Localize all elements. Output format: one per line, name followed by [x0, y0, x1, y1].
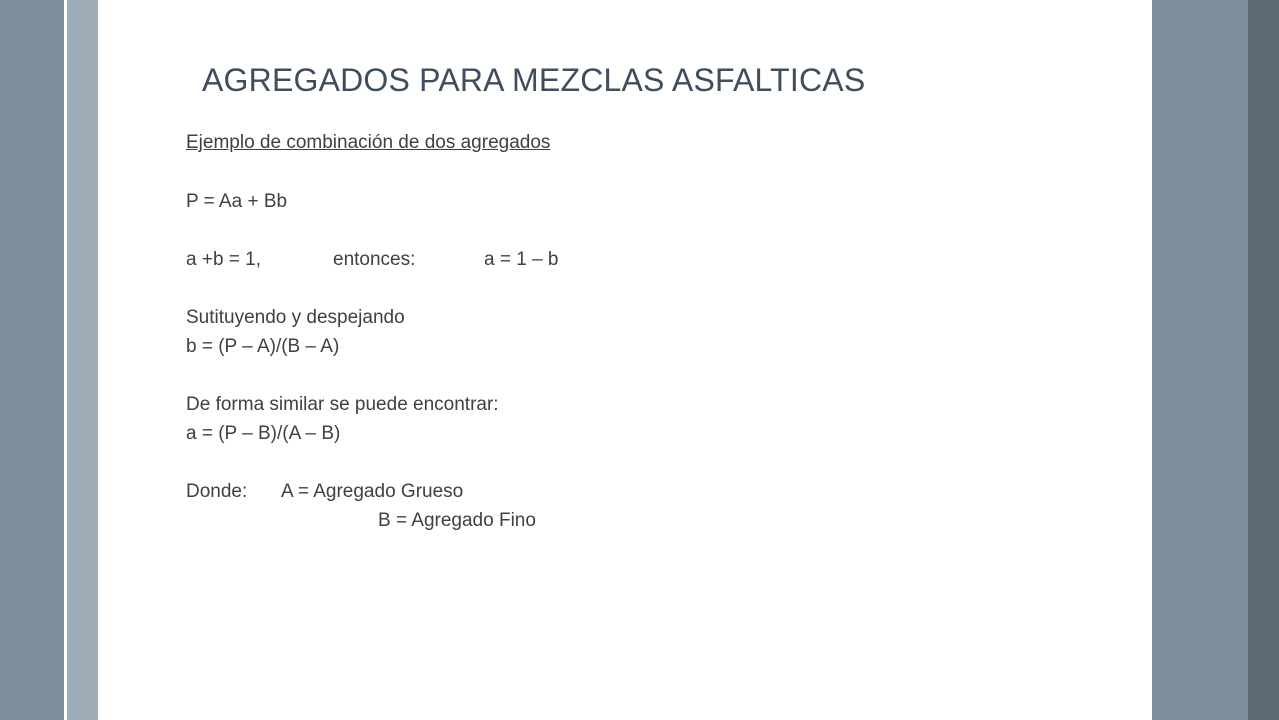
definition-a: A = Agregado Grueso — [281, 481, 464, 502]
formula-b: b = (P – A)/(B – A) — [186, 336, 340, 357]
example-subtitle: Ejemplo de combinación de dos agregados — [186, 132, 551, 153]
condition-line — [186, 249, 606, 271]
slide-title: AGREGADOS PARA MEZCLAS ASFALTICAS — [202, 62, 866, 98]
definition-b: B = Agregado Fino — [378, 510, 536, 531]
where-label: Donde: — [186, 481, 248, 502]
equation-main: P = Aa + Bb — [186, 191, 288, 212]
similar-label: De forma similar se puede encontrar: — [186, 394, 499, 415]
formula-a: a = (P – B)/(A – B) — [186, 423, 341, 444]
slide-canvas — [98, 0, 1152, 720]
condition-part1: a +b = 1, — [186, 249, 262, 270]
left-decor-band-light — [67, 0, 98, 720]
right-decor-band-dark — [1248, 0, 1279, 720]
right-decor-band — [1152, 0, 1248, 720]
left-decor-band — [0, 0, 64, 720]
condition-part2: entonces: — [333, 249, 416, 270]
substitution-label: Sutituyendo y despejando — [186, 307, 405, 328]
where-line — [186, 481, 606, 503]
condition-part3: a = 1 – b — [484, 249, 559, 270]
